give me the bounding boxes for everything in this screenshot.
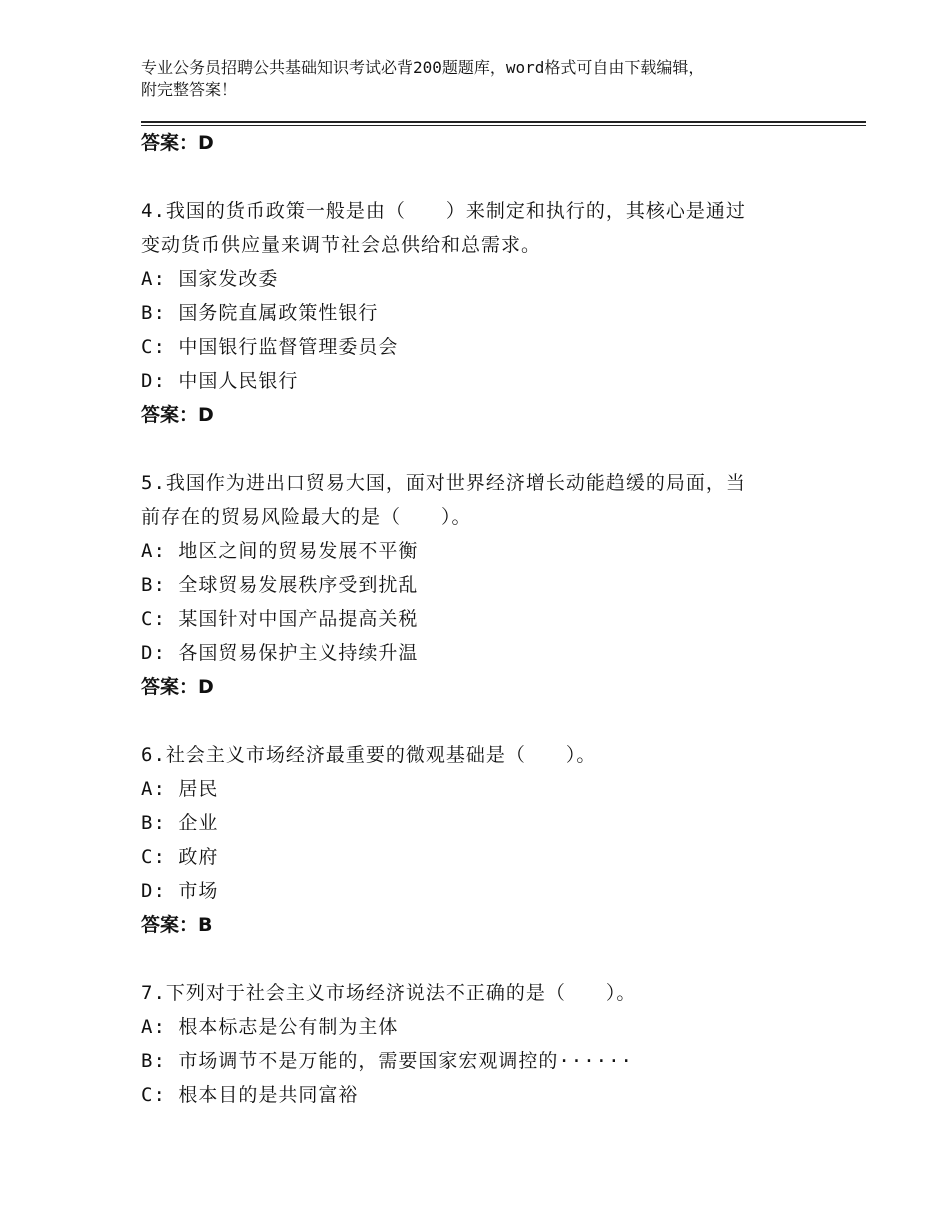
question-item xyxy=(141,194,861,432)
header-divider-thick xyxy=(141,121,866,123)
question-item xyxy=(141,466,861,704)
question-stem: 7.下列对于社会主义市场经济说法不正确的是（ ）。 xyxy=(141,982,637,1004)
question-item xyxy=(141,976,861,1112)
spacer xyxy=(141,704,861,738)
option-d: D: 各国贸易保护主义持续升温 xyxy=(141,642,419,664)
option-b: B: 市场调节不是万能的，需要国家宏观调控的······ xyxy=(141,1050,633,1072)
header-line-2: 附完整答案！ xyxy=(141,80,238,99)
option-a: A: 地区之间的贸易发展不平衡 xyxy=(141,540,419,562)
option-c: C: 根本目的是共同富裕 xyxy=(141,1084,359,1106)
option-c: C: 中国银行监督管理委员会 xyxy=(141,336,399,358)
previous-answer: 答案：D xyxy=(141,132,214,154)
question-stem: 前存在的贸易风险最大的是（ ）。 xyxy=(141,506,472,528)
question-stem: 变动货币供应量来调节社会总供给和总需求。 xyxy=(141,234,542,256)
option-d: D: 中国人民银行 xyxy=(141,370,299,392)
option-d: D: 市场 xyxy=(141,880,219,902)
spacer xyxy=(141,160,861,194)
spacer xyxy=(141,432,861,466)
question-item xyxy=(141,738,861,942)
question-list xyxy=(141,126,861,1112)
option-c: C: 政府 xyxy=(141,846,219,868)
option-b: B: 全球贸易发展秩序受到扰乱 xyxy=(141,574,419,596)
option-c: C: 某国针对中国产品提高关税 xyxy=(141,608,419,630)
question-stem: 4.我国的货币政策一般是由（ ）来制定和执行的，其核心是通过 xyxy=(141,200,746,222)
option-b: B: 国务院直属政策性银行 xyxy=(141,302,379,324)
answer: 答案：B xyxy=(141,914,213,936)
option-a: A: 根本标志是公有制为主体 xyxy=(141,1016,399,1038)
header-line-1: 专业公务员招聘公共基础知识考试必背200题题库，word格式可自由下载编辑， xyxy=(141,58,705,77)
option-a: A: 国家发改委 xyxy=(141,268,279,290)
question-stem: 6.社会主义市场经济最重要的微观基础是（ ）。 xyxy=(141,744,597,766)
question-stem: 5.我国作为进出口贸易大国，面对世界经济增长动能趋缓的局面，当 xyxy=(141,472,746,494)
page-header xyxy=(141,57,841,101)
option-b: B: 企业 xyxy=(141,812,219,834)
answer: 答案：D xyxy=(141,676,214,698)
answer: 答案：D xyxy=(141,404,214,426)
option-a: A: 居民 xyxy=(141,778,219,800)
spacer xyxy=(141,942,861,976)
